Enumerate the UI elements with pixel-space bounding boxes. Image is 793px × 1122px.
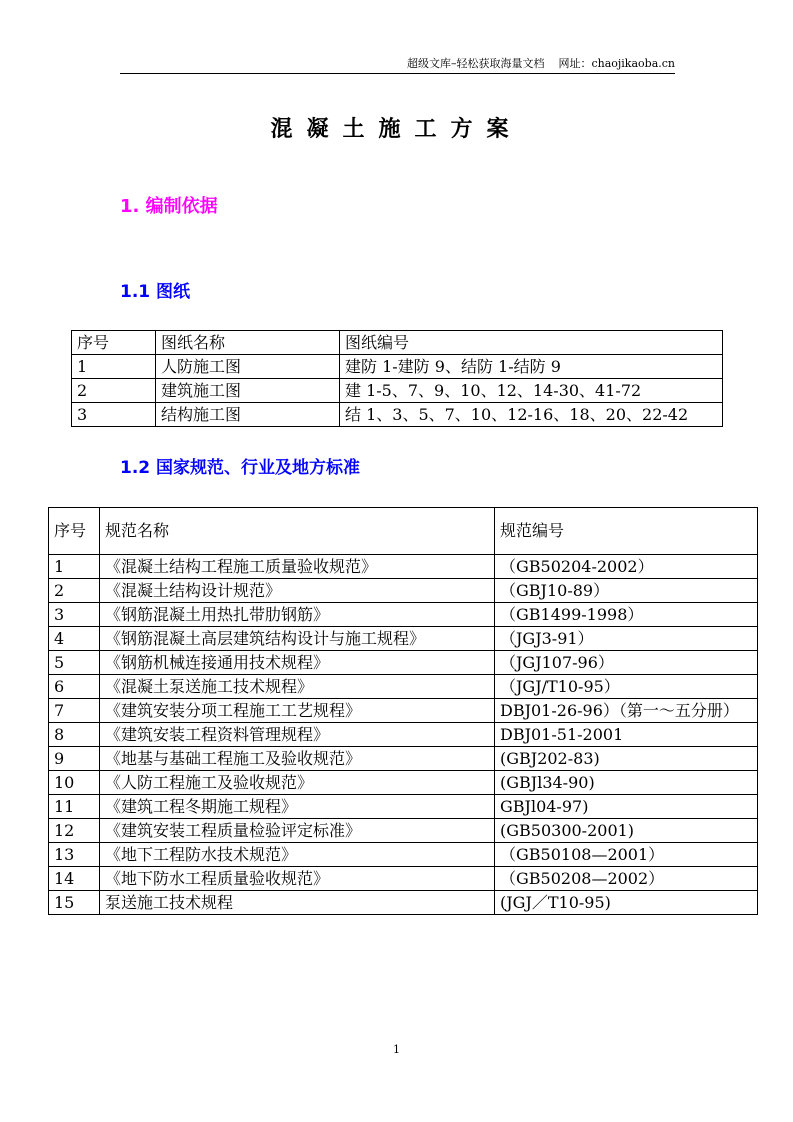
cell-index: 13 <box>49 843 100 867</box>
cell-standard-name: 《钢筋混凝土用热扎带肋钢筋》 <box>100 603 495 627</box>
cell-index: 3 <box>49 603 100 627</box>
cell-standard-code: GBJl04-97) <box>495 795 758 819</box>
cell-standard-name: 《地基与基础工程施工及验收规范》 <box>100 747 495 771</box>
cell-standard-code: (GB50300-2001) <box>495 819 758 843</box>
cell-index: 9 <box>49 747 100 771</box>
cell-standard-name: 《钢筋混凝土高层建筑结构设计与施工规程》 <box>100 627 495 651</box>
table-row <box>49 603 758 627</box>
table-row <box>72 403 723 427</box>
cell-drawing-number: 建防 1-建防 9、结防 1-结防 9 <box>340 355 723 379</box>
page-number: 1 <box>393 1043 400 1056</box>
cell-standard-name: 《建筑工程冬期施工规程》 <box>100 795 495 819</box>
cell-index: 2 <box>72 379 156 403</box>
table-row <box>49 555 758 579</box>
cell-index: 1 <box>72 355 156 379</box>
cell-index: 12 <box>49 819 100 843</box>
column-header: 序号 <box>72 331 156 355</box>
table-header-row <box>49 508 758 555</box>
table-row <box>72 379 723 403</box>
cell-index: 5 <box>49 651 100 675</box>
section-heading-1-2: 1.2 国家规范、行业及地方标准 <box>120 458 361 478</box>
table-row <box>72 355 723 379</box>
cell-index: 11 <box>49 795 100 819</box>
column-header: 图纸编号 <box>340 331 723 355</box>
column-header: 规范编号 <box>495 508 758 555</box>
cell-index: 8 <box>49 723 100 747</box>
cell-standard-name: 《地下工程防水技术规范》 <box>100 843 495 867</box>
column-header: 规范名称 <box>100 508 495 555</box>
cell-standard-name: 《建筑安装分项工程施工工艺规程》 <box>100 699 495 723</box>
section-heading-1-1: 1.1 图纸 <box>120 282 191 302</box>
cell-standard-code: （GB1499-1998） <box>495 603 758 627</box>
table-row <box>49 651 758 675</box>
cell-standard-name: 泵送施工技术规程 <box>100 891 495 915</box>
document-title: 混凝土施工方案 <box>270 117 523 142</box>
cell-standard-code: (JGJ／T10-95) <box>495 891 758 915</box>
cell-standard-code: DBJ01-26-96）（第一～五分册） <box>495 699 758 723</box>
cell-index: 3 <box>72 403 156 427</box>
cell-standard-code: （JGJ/T10-95） <box>495 675 758 699</box>
cell-standard-name: 《建筑安装工程质量检验评定标准》 <box>100 819 495 843</box>
cell-index: 2 <box>49 579 100 603</box>
cell-standard-name: 《人防工程施工及验收规范》 <box>100 771 495 795</box>
table-row <box>49 627 758 651</box>
cell-index: 7 <box>49 699 100 723</box>
page-header <box>120 57 675 74</box>
table-row <box>49 795 758 819</box>
table-row <box>49 579 758 603</box>
cell-drawing-name: 结构施工图 <box>156 403 340 427</box>
table-row <box>49 891 758 915</box>
cell-standard-code: （JGJ107-96） <box>495 651 758 675</box>
cell-drawing-name: 人防施工图 <box>156 355 340 379</box>
table-row <box>49 675 758 699</box>
cell-standard-code: （GBJ10-89） <box>495 579 758 603</box>
header-url: 网址：chaojikaoba.cn <box>558 57 675 70</box>
cell-drawing-number: 建 1-5、7、9、10、12、14-30、41-72 <box>340 379 723 403</box>
table-row <box>49 747 758 771</box>
cell-standard-code: (GBJ202-83) <box>495 747 758 771</box>
column-header: 图纸名称 <box>156 331 340 355</box>
cell-standard-name: 《混凝土泵送施工技术规程》 <box>100 675 495 699</box>
header-site-name: 超级文库–轻松获取海量文档 <box>406 57 545 70</box>
standards-table <box>48 507 758 915</box>
cell-standard-code: （GB50208—2002） <box>495 867 758 891</box>
cell-index: 15 <box>49 891 100 915</box>
table-row <box>49 867 758 891</box>
cell-standard-name: 《混凝土结构工程施工质量验收规范》 <box>100 555 495 579</box>
table-row <box>49 843 758 867</box>
table-row <box>49 723 758 747</box>
cell-standard-name: 《地下防水工程质量验收规范》 <box>100 867 495 891</box>
cell-index: 10 <box>49 771 100 795</box>
cell-standard-name: 《钢筋机械连接通用技术规程》 <box>100 651 495 675</box>
cell-standard-name: 《混凝土结构设计规范》 <box>100 579 495 603</box>
drawings-table <box>71 330 723 427</box>
cell-index: 1 <box>49 555 100 579</box>
cell-index: 6 <box>49 675 100 699</box>
table-row <box>49 771 758 795</box>
table-row <box>49 819 758 843</box>
section-heading-1: 1. 编制依据 <box>120 196 218 217</box>
table-header-row <box>72 331 723 355</box>
cell-standard-code: （GB50108—2001） <box>495 843 758 867</box>
cell-standard-code: （GB50204-2002） <box>495 555 758 579</box>
cell-standard-code: （JGJ3-91） <box>495 627 758 651</box>
cell-index: 14 <box>49 867 100 891</box>
cell-index: 4 <box>49 627 100 651</box>
cell-drawing-name: 建筑施工图 <box>156 379 340 403</box>
cell-standard-name: 《建筑安装工程资料管理规程》 <box>100 723 495 747</box>
cell-standard-code: (GBJl34-90) <box>495 771 758 795</box>
cell-standard-code: DBJ01-51-2001 <box>495 723 758 747</box>
table-row <box>49 699 758 723</box>
cell-drawing-number: 结 1、3、5、7、10、12-16、18、20、22-42 <box>340 403 723 427</box>
column-header: 序号 <box>49 508 100 555</box>
